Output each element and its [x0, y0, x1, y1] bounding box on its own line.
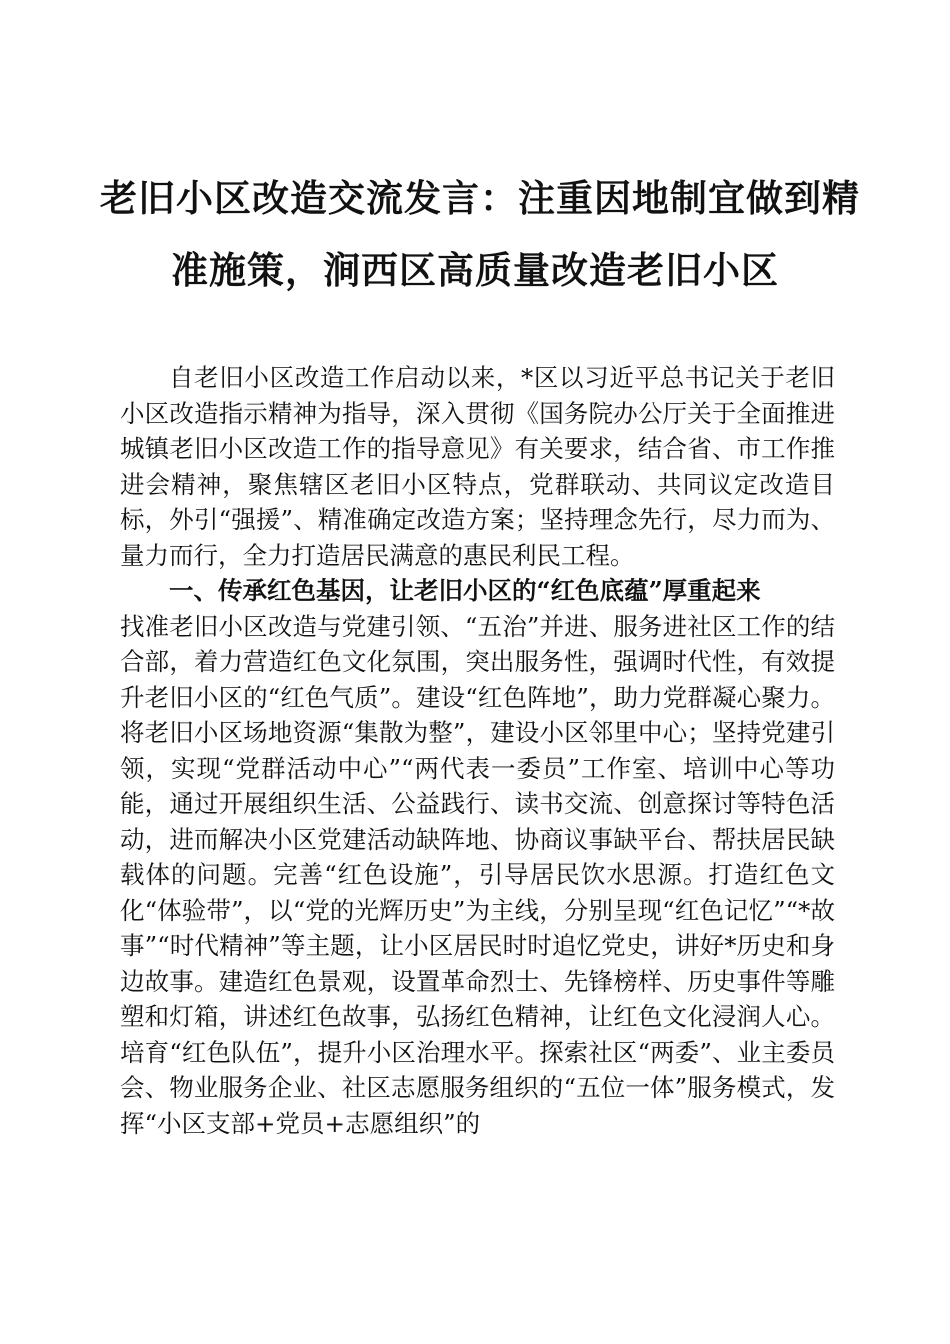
section-1-heading: 一、传承红色基因，让老旧小区的“红色底蕴”厚重起来: [169, 576, 761, 605]
document-body: [120, 360, 835, 1141]
section-1-body: 找准老旧小区改造与党建引领、“五治”并进、服务进社区工作的结合部，着力营造红色文化氛围，突出服务性，强调时代性，有效提升老旧小区的“红色气质”。建设“红色阵地”，助力党群凝心聚力。将老旧小区场地资源“集散为整”，建设小区邻里中心；坚持党建引领，实现“党群活动中心”“两代表一委员”工作室、培训中心等功能，通过开展组织生活、公益践行、读书交流、创意探讨等特色活动，进而解决小区党建活动缺阵地、协商议事缺平台、帮扶居民缺载体的问题。完善“红色设施”，引导居民饮水思源。打造红色文化“体验带”，以“党的光辉历史”为主线，分别呈现“红色记忆”“*故事”“时代精神”等主题，让小区居民时时追忆党史，讲好*历史和身边故事。建造红色景观，设置革命烈士、先锋榜样、历史事件等雕塑和灯箱，讲述红色故事，弘扬红色精神，让红色文化浸润人心。培育“红色队伍”，提升小区治理水平。探索社区“两委”、业主委员会、物业服务企业、社区志愿服务组织的“五位一体”服务模式，发挥“小区支部+党员+志愿组织”的: [120, 611, 835, 1138]
document-title-line-2: 准施策，涧西区高质量改造老旧小区: [171, 248, 779, 292]
intro-paragraph: 自老旧小区改造工作启动以来，*区以习近平总书记关于老旧小区改造指示精神为指导，深入贯彻《国务院办公厅关于全面推进城镇老旧小区改造工作的指导意见》有关要求，结合省、市工作推进会精神，聚焦辖区老旧小区特点，党群联动、共同议定改造目标，外引“强援”、精准确定改造方案；坚持理念先行，尽力而为、量力而行，全力打造居民满意的惠民利民工程。: [120, 363, 835, 570]
document-title-line-1: 老旧小区改造交流发言：注重因地制宜做到精: [100, 176, 860, 220]
